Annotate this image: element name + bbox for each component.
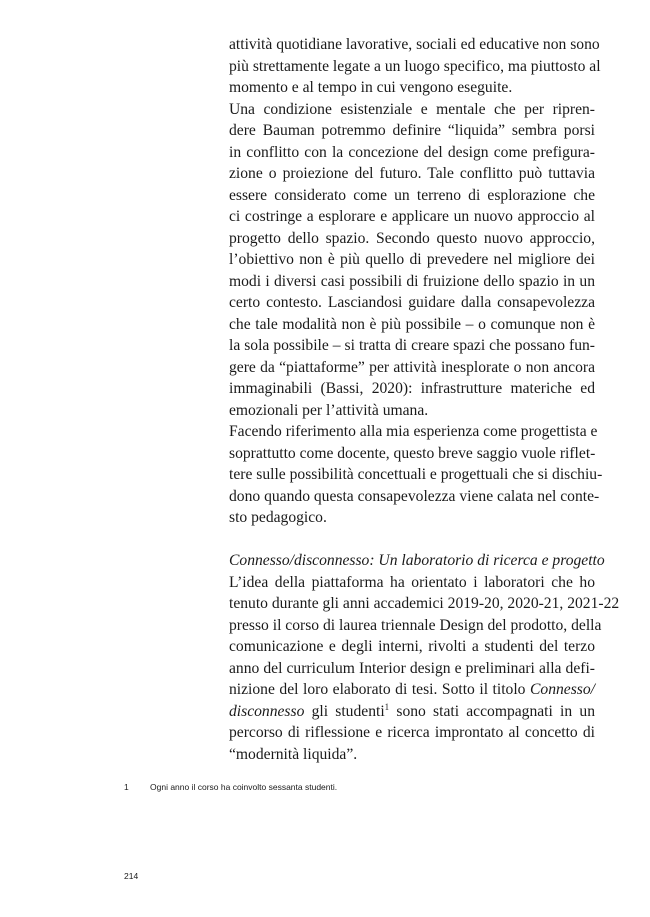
text-line: attività quotidiane lavorative, sociali ed educative non sono — [229, 36, 600, 53]
footnote-number: 1 — [124, 782, 129, 792]
text-line: emozionali per l’attività umana. — [229, 401, 429, 419]
text-line: Una condizione esistenziale e mentale che per ripren- — [229, 100, 595, 118]
text-run: nizione del loro elaborato di tesi. Sotto il titolo — [229, 681, 531, 698]
text-line: “modernità liquida”. — [229, 745, 358, 763]
text-line: sto pedagogico. — [229, 509, 327, 526]
text-line: L’idea della piattaforma ha orientato i laboratori che ho — [229, 573, 595, 591]
footnote-text: Ogni anno il corso ha coinvolto sessanta studenti. — [150, 782, 338, 792]
text-line: tenuto durante gli anni accademici 2019-20, 2020-21, 2021-22 — [229, 595, 620, 612]
text-line: in conflitto con la concezione del design come prefigura- — [229, 143, 595, 161]
text-line: percorso di riflessione e ricerca improntato al concetto di — [229, 724, 595, 741]
paragraph — [229, 34, 601, 99]
text-line: zione o proiezione del futuro. Tale conflitto può tuttavia — [229, 165, 595, 182]
italic-title: disconnesso — [229, 702, 305, 720]
text-line: dere Bauman potremmo definire “liquida” sembra porsi — [229, 122, 595, 139]
paragraph — [229, 572, 620, 766]
text-line: che tale modalità non è più possibile – o comunque non è — [229, 315, 595, 333]
text-line: immaginabili (Bassi, 2020): infrastrutture materiche ed — [229, 380, 595, 397]
text-line: soprattutto come docente, questo breve saggio vuole riflet- — [229, 444, 596, 462]
text-line — [229, 701, 595, 723]
text-line: momento e al tempo in cui vengono eseguite. — [229, 79, 513, 96]
text-line: l’obiettivo non è più quello di prevedere nel migliore dei — [229, 251, 595, 268]
italic-title: Connesso/ — [530, 681, 595, 698]
text-line: anno del curriculum Interior design e preliminari alla defi- — [229, 659, 595, 677]
text-line: certo contesto. Lasciandosi guidare dalla consapevolezza — [229, 294, 595, 311]
text-line: tere sulle possibilità concettuali e progettuali che si dischiu- — [229, 466, 603, 483]
body-text — [229, 34, 620, 765]
footnote-ref[interactable]: 1 — [384, 701, 390, 712]
text-line: progetto dello spazio. Secondo questo nuovo approccio, — [229, 229, 595, 247]
text-line: essere considerato come un terreno di esplorazione che — [229, 186, 595, 204]
page-number: 214 — [124, 871, 139, 881]
paragraph — [229, 99, 595, 422]
text-line: Facendo riferimento alla mia esperienza come progettista e — [229, 423, 598, 440]
text-line: gere da “piattaforme” per attività inesplorate o non ancora — [229, 358, 595, 376]
paragraph — [229, 421, 603, 529]
text-line: modi i diversi casi possibili di fruizione dello spazio in un — [229, 272, 595, 290]
text-line: comunicazione e degli interni, rivolti a studenti del terzo — [229, 638, 595, 655]
text-line: presso il corso di laurea triennale Design del prodotto, della — [229, 616, 602, 634]
text-line: ci costringe a esplorare e applicare un nuovo approccio al — [229, 208, 595, 225]
text-line: dono quando questa consapevolezza viene calata nel conte- — [229, 487, 600, 505]
text-line — [229, 679, 595, 701]
section-heading: Connesso/disconnesso: Un laboratorio di ricerca e progetto — [229, 552, 605, 569]
text-line: la sola possibile – si tratta di creare spazi che possano fun- — [229, 337, 595, 354]
text-run: gli studenti — [304, 702, 385, 720]
text-run: sono stati accompagnati in un — [389, 702, 596, 720]
text-line: più strettamente legate a un luogo specifico, ma piuttosto al — [229, 57, 601, 75]
